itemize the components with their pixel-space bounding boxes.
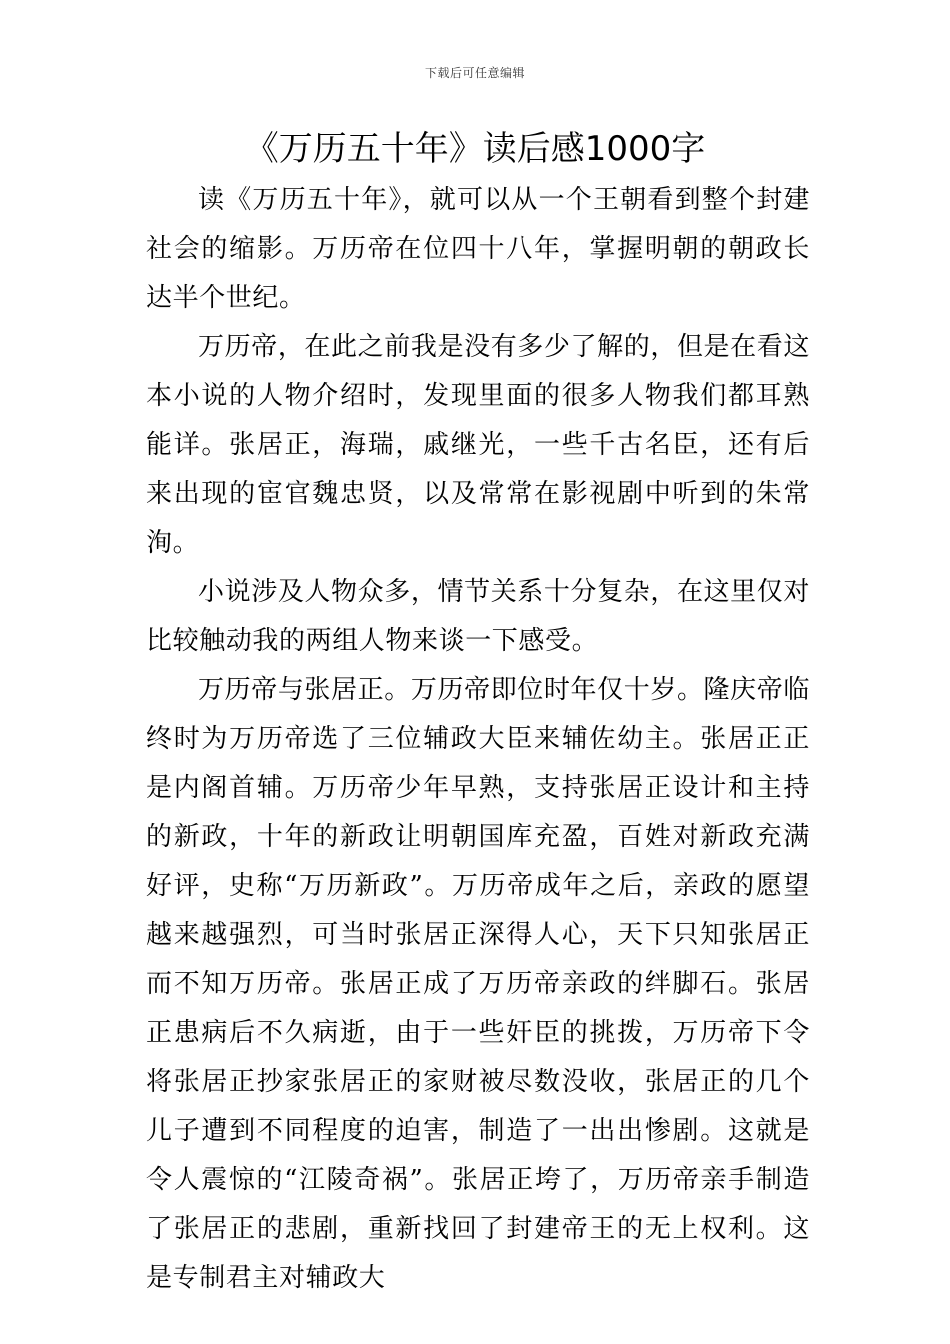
paragraph-2: 万历帝，在此之前我是没有多少了解的，但是在看这本小说的人物介绍时，发现里面的很多人物我们都耳熟能详。张居正，海瑞，戚继光，一些千古名臣，还有后来出现的宦官魏忠贤，以及常常在影视剧中听到的朱常洵。 [146,332,810,558]
paragraph-3: 小说涉及人物众多，情节关系十分复杂，在这里仅对比较触动我的两组人物来谈一下感受。 [146,577,810,656]
document-title: 《万历五十年》读后感1000字 [244,129,706,169]
header-note: 下载后可任意编辑 [424,66,525,80]
document-body [146,176,810,1303]
paragraph-4: 万历帝与张居正。万历帝即位时年仅十岁。隆庆帝临终时为万历帝选了三位辅政大臣来辅佐幼主。张居正正是内阁首辅。万历帝少年早熟，支持张居正设计和主持的新政，十年的新政让明朝国库充盈，百姓对新政充满好评，史称“万历新政”。万历帝成年之后，亲政的愿望越来越强烈，可当时张居正深得人心，天下只知张居正而不知万历帝。张居正成了万历帝亲政的绊脚石。张居正患病后不久病逝，由于一些奸臣的挑拨，万历帝下令将张居正抄家张居正的家财被尽数没收，张居正的几个儿子遭到不同程度的迫害，制造了一出出惨剧。这就是令人震惊的“江陵奇祸”。张居正垮了，万历帝亲手制造了张居正的悲剧，重新找回了封建帝王的无上权利。这是专制君主对辅政大 [146,675,810,1293]
paragraph-1: 读《万历五十年》，就可以从一个王朝看到整个封建社会的缩影。万历帝在位四十八年，掌握明朝的朝政长达半个世纪。 [146,185,810,313]
